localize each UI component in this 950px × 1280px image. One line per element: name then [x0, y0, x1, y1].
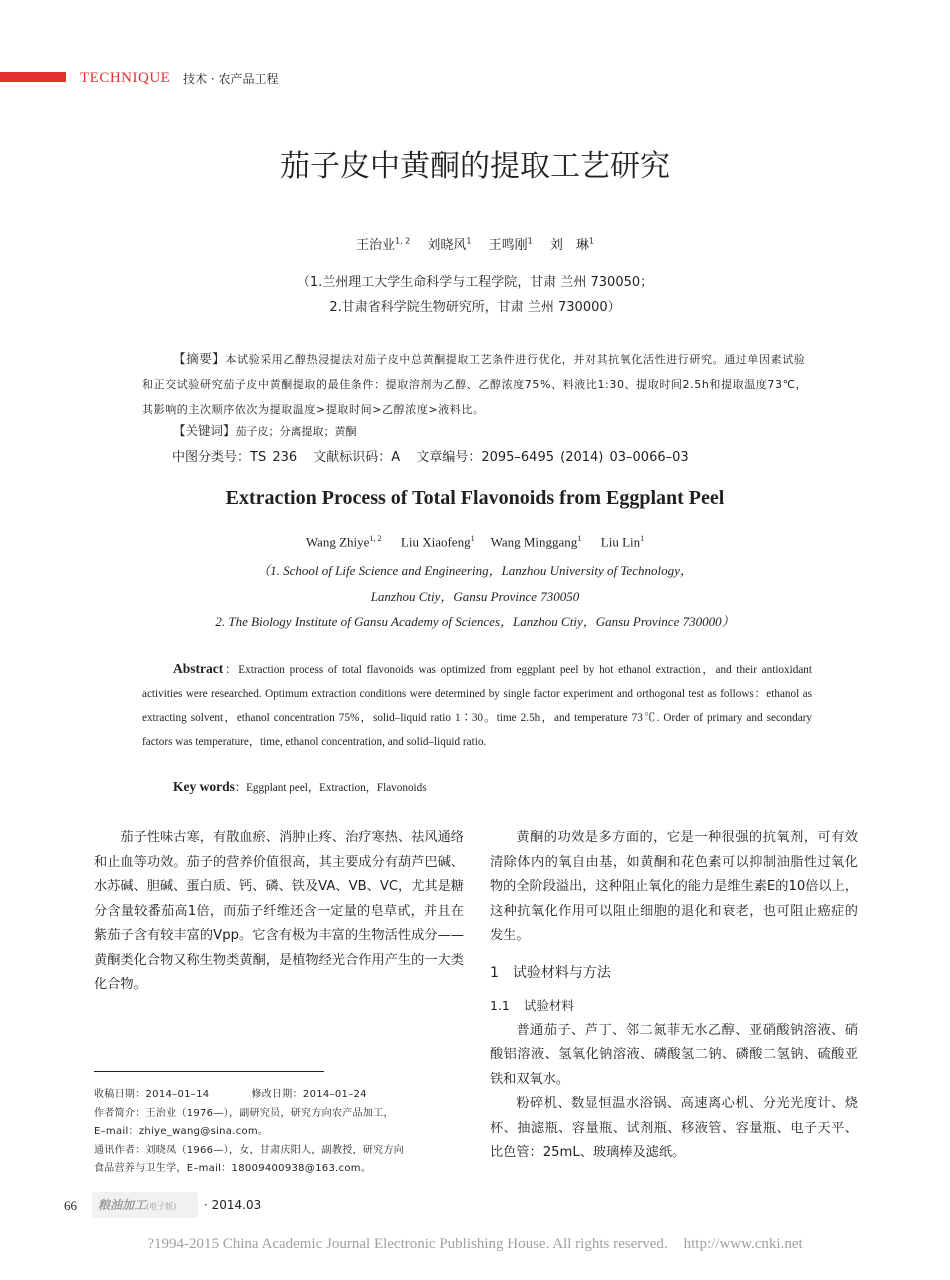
keywords-en — [173, 779, 427, 795]
page-number: 66 — [64, 1198, 77, 1213]
issue-label: · 2014.03 — [204, 1198, 262, 1212]
section-number: 1 — [490, 964, 499, 981]
abstract-en — [142, 657, 812, 754]
subsection-heading — [490, 995, 858, 1017]
body-right-column — [490, 826, 858, 1166]
author-sup: 1, 2 — [369, 534, 382, 543]
classification-line — [172, 446, 699, 465]
author-en: Wang Zhiye — [305, 534, 370, 550]
clc-number: 中图分类号：TS 236 — [172, 450, 298, 465]
copyright-text: ?1994-2015 China Academic Journal Electronic Publishing House. All rights reserved. — [147, 1236, 668, 1252]
authors-en — [0, 534, 950, 550]
keywords-en-sep: ： — [234, 782, 247, 794]
body-paragraph: 粉碎机、数显恒温水浴锅、高速离心机、分光光度计、烧杯、抽滤瓶、容量瓶、试剂瓶、移液管、容量瓶、电子天平、比色管：25mL、玻璃棒及滤纸。 — [490, 1096, 858, 1160]
footnote-rule — [94, 1071, 324, 1072]
subsection-number: 1.1 — [490, 997, 510, 1013]
author-email: E–mail：zhiye_wang@sina.com。 — [94, 1126, 269, 1137]
author-sup: 1 — [640, 534, 645, 543]
author-en: Liu Xiaofeng — [400, 534, 471, 550]
author-cn: 刘 琳 — [549, 238, 589, 253]
title-cn: 茄子皮中黄酮的提取工艺研究 — [280, 149, 670, 184]
author-sup: 1 — [466, 236, 472, 246]
body-paragraph: 茄子性味古寒，有散血瘀、消肿止疼、治疗寒热、祛风通络和止血等功效。茄子的营养价值很高，其主要成分有葫芦巴碱、水苏碱、胆碱、蛋白质、钙、磷、铁及VA、VB、VC，尤其是糖分含量较番茄高1倍，而茄子纤维还含一定量的皂草甙，并且在紫茄子含有较丰富的Vpp。它含有极为丰富的生物活性成分——黄酮类化合物又称生物类黄酮，是植物经光合作用产生的一大类化合物。 — [94, 830, 464, 992]
author-en: Liu Lin — [600, 534, 641, 550]
article-number: 文章编号：2095–6495 (2014) 03–0066–03 — [416, 450, 689, 465]
body-paragraph: 黄酮的功效是多方面的，它是一种很强的抗氧剂，可有效清除体内的氧自由基，如黄酮和花色素可以抑制油脂性过氧化物的全阶段溢出，这种阻止氧化的能力是维生素E的10倍以上，这种抗氧化作用可以阻止细胞的退化和衰老，也可阻止癌症的发生。 — [490, 830, 858, 943]
abstract-cn — [142, 346, 812, 422]
keywords-en-label: Key words — [173, 779, 235, 794]
author-sup: 1, 2 — [395, 236, 411, 246]
section-heading — [490, 961, 858, 985]
copyright-footer — [0, 1236, 950, 1253]
affiliation-en-line1: （1. School of Life Science and Engineering，Lanzhou University of Technology， — [257, 563, 693, 578]
author-sup: 1 — [527, 236, 533, 246]
author-en: Wang Minggang — [490, 534, 578, 550]
author-sup: 1 — [577, 534, 582, 543]
abstract-en-sep: ： — [223, 664, 239, 676]
abstract-en-text: Extraction process of total flavonoids was optimized from eggplant peel by hot ethanol extraction，and their antioxidant activities were researched. Optimum extraction conditions were determined by single factor experiment and orthogonal test as follows：ethanol as extracting solvent，ethanol concentration 75%，solid–liquid ratio 1∶30。time 2.5h，and temperature 73℃. Order of primary and secondary factors was temperature，time, ethanol concentration, and solid–liquid ratio. — [142, 664, 812, 748]
affiliation-en-line2: Lanzhou Ctiy，Gansu Province 730050 — [370, 589, 580, 604]
keywords-cn — [173, 421, 357, 439]
title-en: Extraction Process of Total Flavonoids from Eggplant Peel — [225, 487, 725, 509]
received-date: 收稿日期：2014–01–14 — [94, 1089, 210, 1100]
keywords-cn-text: 茄子皮；分离提取；黄酮 — [235, 425, 357, 438]
author-sup: 1 — [588, 236, 595, 246]
section-title: 试验材料与方法 — [512, 964, 611, 981]
keywords-cn-label: 【关键词】 — [173, 423, 236, 438]
abstract-cn-label: 【摘要】 — [173, 351, 226, 366]
subsection-title: 试验材料 — [523, 997, 574, 1013]
header-section-en: TECHNIQUE — [80, 70, 171, 86]
affiliation-en-line3: 2. The Biology Institute of Gansu Academy of Sciences，Lanzhou Ctiy，Gansu Province 730000） — [215, 614, 735, 629]
body-paragraph: 普通茄子、芦丁、邻二氮菲无水乙醇、亚硝酸钠溶液、硝酸铝溶液、氢氧化钠溶液、磷酸氢二钠、磷酸二氢钠、硫酸亚铁和双氧水。 — [490, 1022, 858, 1087]
author-cn: 王鸣刚 — [488, 238, 528, 253]
abstract-cn-text: 本试验采用乙醇热浸提法对茄子皮中总黄酮提取工艺条件进行优化，并对其抗氧化活性进行研究。通过单因素试验和正交试验研究茄子皮中黄酮提取的最佳条件：提取溶剂为乙醇、乙醇浓度75%、料液比1:30、提取时间2.5h和提取温度73℃，其影响的主次顺序依次为提取温度>提取时间>乙醇浓度>液料比。 — [142, 353, 808, 416]
cnki-link[interactable]: http://www.cnki.net — [683, 1236, 803, 1252]
author-sup: 1 — [470, 534, 475, 543]
author-intro: 作者简介：王治业（1976—），副研究员，研究方向农产品加工， — [94, 1107, 394, 1119]
authors-cn — [0, 234, 950, 253]
author-cn: 刘晓风 — [427, 238, 467, 253]
revised-date: 修改日期：2014–01–24 — [251, 1089, 367, 1100]
header-accent-bar — [0, 72, 66, 82]
affiliation-cn-line1: （1.兰州理工大学生命科学与工程学院，甘肃 兰州 730050； — [296, 275, 654, 290]
corresponding-author: 通讯作者：刘晓凤（1966—），女，甘肃庆阳人，副教授，研究方向 — [94, 1144, 405, 1156]
journal-logo: 粮油加工(电子版) — [92, 1192, 198, 1218]
body-left-column — [94, 826, 464, 998]
keywords-en-text: Eggplant peel，Extraction，Flavonoids — [246, 782, 427, 794]
footnotes — [94, 1086, 484, 1179]
abstract-en-label: Abstract — [173, 661, 224, 676]
affiliation-cn-line2: 2.甘肃省科学院生物研究所，甘肃 兰州 730000） — [329, 300, 621, 315]
header-section-cn: 技术 · 农产品工程 — [183, 72, 279, 86]
document-code: 文献标识码：A — [313, 450, 401, 465]
corresponding-email: 食品营养与卫生学，E–mail：18009400938@163.com。 — [94, 1163, 372, 1174]
author-cn: 王治业 — [355, 238, 395, 253]
